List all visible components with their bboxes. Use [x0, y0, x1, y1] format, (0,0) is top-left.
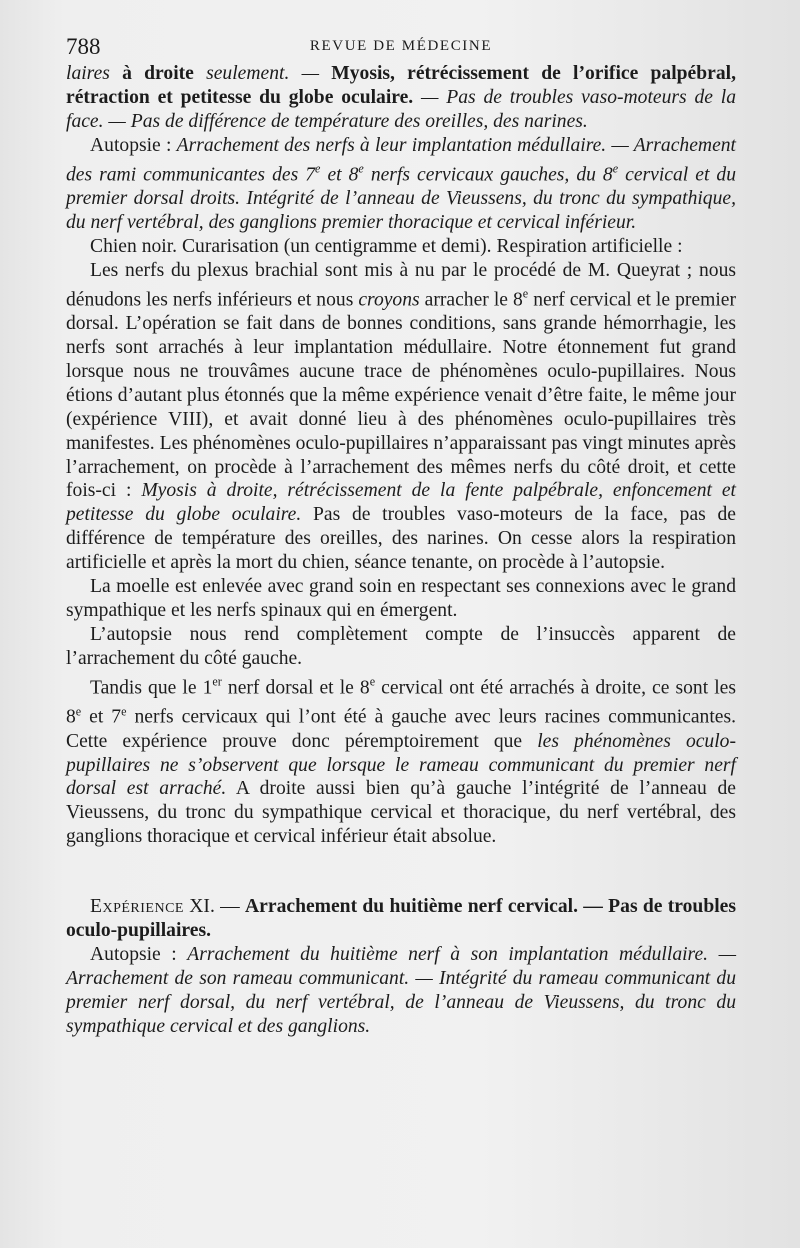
- text-run: laires: [66, 63, 123, 84]
- text-run: Pas de troubles vaso-moteurs de la face, pas de différence de température des oreilles, des narines. On cesse alors la respiration artificielle et après la mort du chien, séance tenante, on procède à l’autopsie.: [66, 504, 737, 574]
- text-run: Arrachement du huitième nerf cervical. — Pas de troubles oculo-pupillaires.: [66, 896, 736, 942]
- text-run: cervical et du premier dorsal droits. Intégrité de l’anneau de Vieussens, du tronc du sympathique, du nerf vertébral, des ganglions premier thoracique et cervical inférieur.: [66, 164, 737, 233]
- text-run: nerf dorsal et le 8: [221, 677, 370, 699]
- text-run: les phénomènes oculo-pupillaires ne s’observent que lorsque le rameau communicant du premier nerf dorsal est arraché.: [66, 730, 736, 800]
- page-number: 788: [66, 34, 101, 59]
- paragraph-procedure: [66, 259, 736, 575]
- text-run: Autopsie :: [90, 943, 188, 965]
- text-run: Myosis à droite, rétrécissement de la fente palpébrale, enfoncement et petitesse du globe oculaire.: [66, 480, 736, 526]
- paragraph-spinal-cord: [66, 575, 736, 623]
- text-run: Myosis, rétrécissement de l’orifice palpébral, rétraction et petitesse du globe oculaire.: [66, 63, 736, 108]
- text-run: à droite: [122, 63, 194, 84]
- text-run: et 7: [81, 706, 122, 728]
- text-run: croyons: [358, 289, 420, 311]
- text-run: et 8: [320, 164, 359, 186]
- text-run: cervical ont été arrachés à droite, ce sont les 8: [66, 677, 736, 728]
- text-run: nerf cervical et le premier dorsal. L’opération se fait dans de bonnes conditions, sans grande hémorrhagie, les nerfs sont arrachés à leur implantation médullaire. Notre étonnement fut grand lorsque nous ne trouvâmes aucune trace de phénomènes oculo-pupillaires. Nous étions d’autant plus étonnés que la même expérience venait d’être faite, le même jour (expérience VIII), et avait donné lieu à des phénomènes oculo-pupillaires très manifestes. Les phénomènes oculo-pupillaires n’apparaissant pas vingt minutes après l’arrachement, on procède à l’arrachement des mêmes nerfs du côté droit, et cette fois-ci :: [66, 289, 736, 502]
- text-run: e: [315, 161, 321, 176]
- text-run: seulement. —: [193, 63, 332, 84]
- text-run: e: [369, 674, 376, 689]
- text-run: XI. —: [183, 896, 246, 918]
- text-run: La moelle est enlevée avec grand soin en respectant ses connexions avec le grand sympathique et les nerfs spinaux qui en émergent.: [66, 576, 736, 621]
- paragraph-conclusion: [66, 671, 736, 849]
- paragraph-autopsy-explanation: [66, 623, 736, 671]
- text-run: e: [121, 704, 127, 719]
- text-run: Autopsie :: [90, 134, 177, 156]
- text-run: e: [75, 704, 82, 719]
- text-run: nerfs cervicaux gauches, du 8: [363, 164, 613, 186]
- paragraph-experiment-xi-autopsy: [66, 943, 736, 1039]
- text-run: e: [612, 161, 619, 176]
- running-title: REVUE DE MÉDECINE: [309, 38, 493, 54]
- paragraph-autopsy-previous: [66, 134, 736, 235]
- text-run: er: [212, 674, 222, 689]
- text-run: Arrachement du huitième nerf à son implantation médullaire. — Arrachement de son rameau communicant. — Intégrité du rameau communicant du premier nerf dorsal, du nerf vertébral, de l’anneau de Vieussens, du tronc du sympathique cervical et des ganglions.: [66, 943, 736, 1037]
- text-run: nerfs cervicaux qui l’ont été à gauche avec leurs racines communicantes. Cette expérience prouve donc péremptoirement que: [66, 706, 736, 752]
- text-run: arracher le 8: [419, 289, 523, 311]
- page-body: [66, 62, 736, 1039]
- paragraph-continuation: [66, 62, 736, 134]
- text-run: A droite aussi bien qu’à gauche l’intégrité de l’anneau de Vieussens, du tronc du sympathique cervical et thoracique, du nerf vertébral, des ganglions thoracique et cervical inférieur était absolue.: [66, 778, 736, 848]
- text-run: Arrachement des nerfs à leur implantation médullaire. — Arrachement des rami communicantes des 7: [66, 134, 736, 186]
- text-run: — Pas de troubles vaso-moteurs de la face. — Pas de différence de température des oreilles, des narines.: [66, 86, 737, 132]
- text-run: Expérience: [90, 896, 184, 918]
- paragraph-black-dog: [66, 235, 736, 259]
- section-gap: [66, 849, 736, 895]
- text-run: Chien noir. Curarisation (un centigramme et demi). Respiration artificielle :: [90, 235, 683, 257]
- experiment-heading: [66, 895, 736, 943]
- text-run: L’autopsie nous rend complètement compte de l’insuccès apparent de l’arrachement du côté gauche.: [66, 623, 736, 669]
- text-run: e: [358, 161, 364, 176]
- text-run: Tandis que le 1: [90, 677, 213, 699]
- text-run: Les nerfs du plexus brachial sont mis à nu par le procédé de M. Queyrat ; nous dénudons les nerfs inférieurs et nous: [66, 259, 736, 311]
- text-run: e: [522, 286, 529, 301]
- page-header: [66, 34, 736, 62]
